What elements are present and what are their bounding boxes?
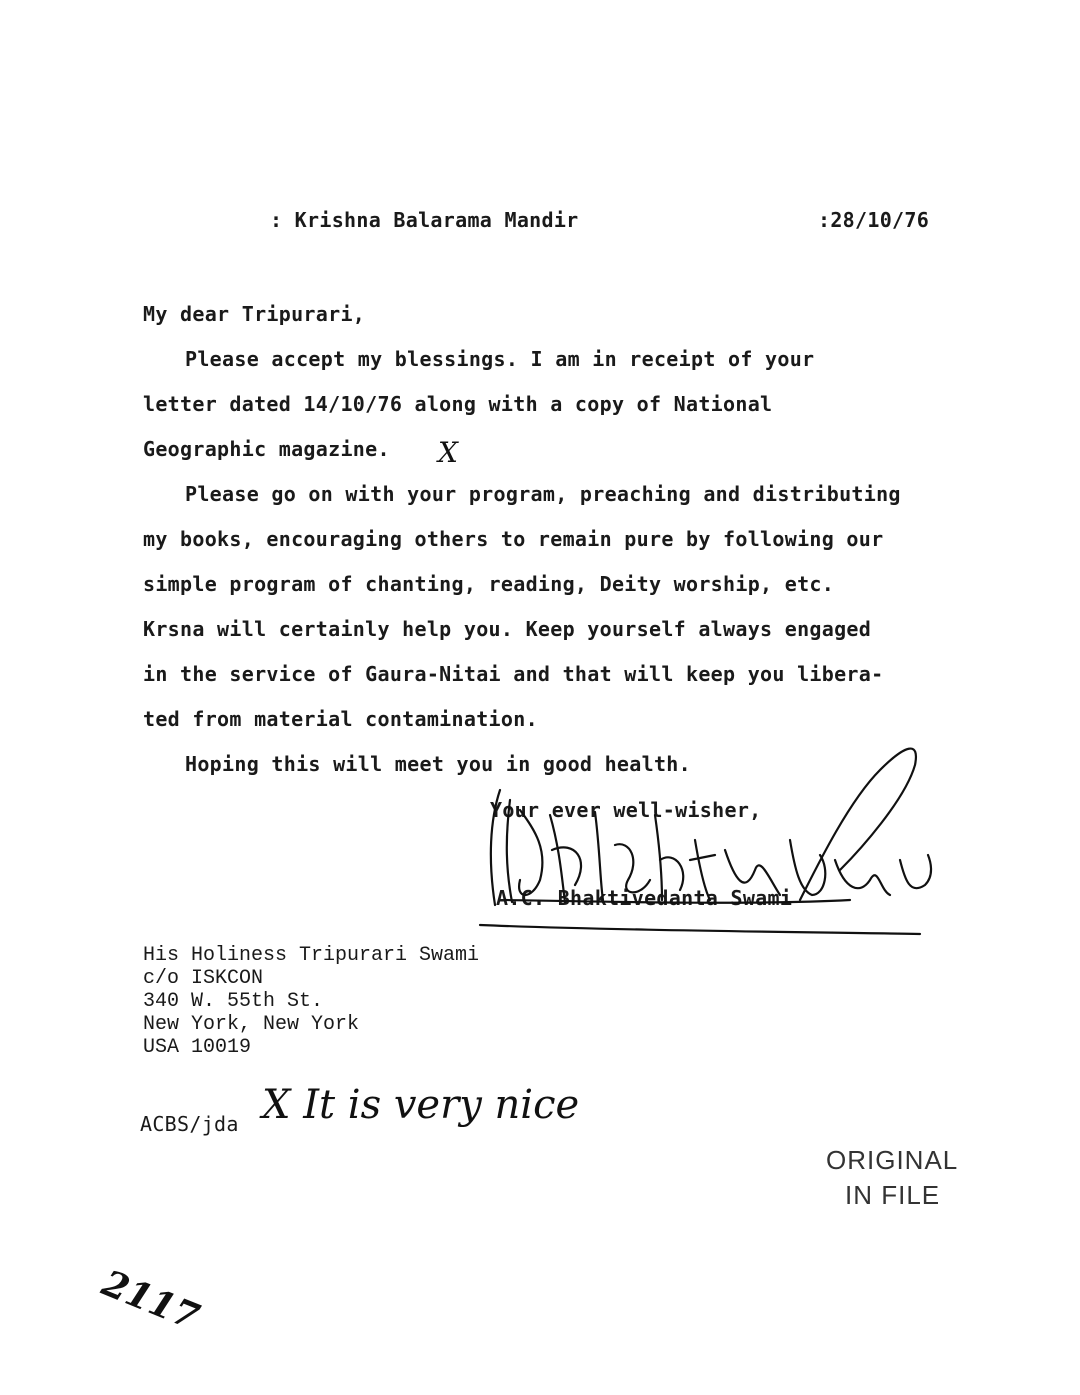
body-line: simple program of chanting, reading, Deity worship, etc. xyxy=(143,572,835,596)
body-line: letter dated 14/10/76 along with a copy of National xyxy=(143,392,773,416)
address-line: USA 10019 xyxy=(143,1036,252,1059)
margin-x-mark: X xyxy=(438,436,458,469)
body-line: Hoping this will meet you in good health. xyxy=(185,752,691,776)
reference-initials: ACBS/jda xyxy=(140,1112,239,1136)
body-line: Krsna will certainly help you. Keep yourself always engaged xyxy=(143,617,872,641)
body-line: Please go on with your program, preaching and distributing xyxy=(185,482,901,506)
letter-date: :28/10/76 xyxy=(818,208,930,232)
letter-location: : Krishna Balarama Mandir xyxy=(270,208,579,232)
body-line: Please accept my blessings. I am in receipt of your xyxy=(185,347,815,371)
signature-name: A.C. Bhaktivedanta Swami xyxy=(496,886,793,910)
address-line: 340 W. 55th St. xyxy=(143,990,324,1013)
stamp-original: ORIGINAL xyxy=(826,1145,959,1175)
address-line: New York, New York xyxy=(143,1013,360,1036)
closing: Your ever well-wisher, xyxy=(490,798,762,822)
salutation: My dear Tripurari, xyxy=(143,302,366,326)
body-line: my books, encouraging others to remain pure by following our xyxy=(143,527,884,551)
body-line: Geographic magazine. xyxy=(143,437,390,461)
body-line: in the service of Gaura-Nitai and that will keep you libera- xyxy=(143,662,884,686)
handwritten-note: X It is very nice xyxy=(262,1082,580,1128)
address-line: c/o ISKCON xyxy=(143,967,264,990)
address-line: His Holiness Tripurari Swami xyxy=(143,944,480,967)
stamp-in-file: IN FILE xyxy=(845,1180,941,1210)
file-number: 2117 xyxy=(96,1262,205,1339)
body-line: ted from material contamination. xyxy=(143,707,538,731)
